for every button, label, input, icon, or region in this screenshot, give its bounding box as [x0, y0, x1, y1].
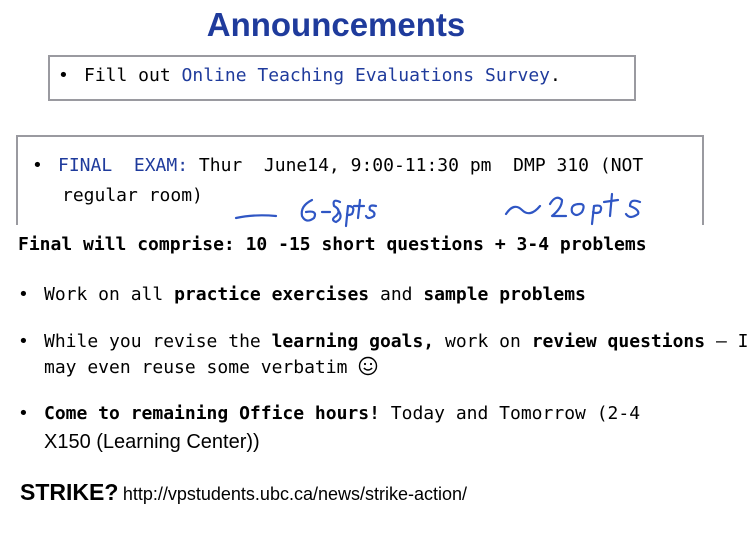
- bullet-text: and: [379, 284, 413, 305]
- bullet: •: [18, 403, 29, 424]
- survey-prefix: Fill out: [84, 65, 171, 86]
- bullet: •: [32, 155, 43, 176]
- bullet-bold-text: learning goals,: [271, 331, 435, 352]
- bullet-bold-text: review questions: [531, 331, 706, 352]
- bullet-bold-text: sample problems: [423, 284, 586, 305]
- bullet-office-hours-line2: X150 (Learning Center)): [44, 431, 260, 453]
- smiley-icon: [358, 356, 378, 376]
- bullet-text: work on: [445, 331, 521, 352]
- page-title: Announcements: [206, 6, 466, 43]
- letter-p: [592, 206, 601, 224]
- survey-suffix: .: [550, 65, 561, 86]
- strike-line: [20, 479, 467, 506]
- letter-t: [354, 200, 364, 218]
- approx-mark: [506, 206, 540, 214]
- bullet-bold-text: Come to remaining Office hours!: [44, 403, 380, 424]
- bullet-text: may even reuse some verbatim: [44, 357, 348, 378]
- bullet-bold-text: practice exercises: [174, 284, 370, 305]
- bullet-practice: [18, 283, 586, 307]
- bullet-office-hours: [18, 402, 640, 426]
- bullet-text: Today and Tomorrow (2-4: [390, 403, 641, 424]
- final-exam-label: FINAL EXAM:: [58, 155, 189, 176]
- final-exam-details: Thur June14, 9:00-11:30 pm DMP 310 (NOT: [198, 155, 644, 176]
- tilde-mark: [236, 215, 276, 218]
- handwritten-note-right: [500, 186, 650, 226]
- final-exam-line: [32, 154, 643, 178]
- bullet: •: [18, 331, 29, 352]
- final-comprise-line: [18, 233, 647, 257]
- letter-p: [346, 206, 353, 226]
- bullet-review: [18, 330, 748, 354]
- bullet-text: Work on all: [44, 284, 164, 305]
- digit-6: [302, 200, 315, 221]
- bullet-review-line2: [44, 356, 378, 380]
- digit-8: [333, 201, 341, 222]
- survey-announcement: [58, 64, 561, 88]
- final-comprise-text: 10 -15 short questions + 3-4 problems: [245, 234, 647, 255]
- bullet: •: [58, 65, 69, 86]
- bullet-text: While you revise the: [44, 331, 261, 352]
- letter-t: [604, 194, 618, 216]
- strike-label: STRIKE?: [20, 479, 119, 505]
- final-comprise-label: Final will comprise:: [18, 234, 235, 255]
- strike-link[interactable]: http://vpstudents.ubc.ca/news/strike-action/: [122, 484, 468, 504]
- bullet-text: – I: [715, 331, 748, 352]
- final-exam-details-line2: regular room): [62, 185, 203, 206]
- handwritten-note-left: [230, 192, 380, 228]
- bullet: •: [18, 284, 29, 305]
- survey-link[interactable]: Online Teaching Evaluations Survey: [181, 65, 551, 86]
- letter-s: [626, 201, 640, 217]
- digit-2: [550, 198, 566, 216]
- digit-0: [572, 204, 584, 215]
- letter-s: [366, 206, 376, 219]
